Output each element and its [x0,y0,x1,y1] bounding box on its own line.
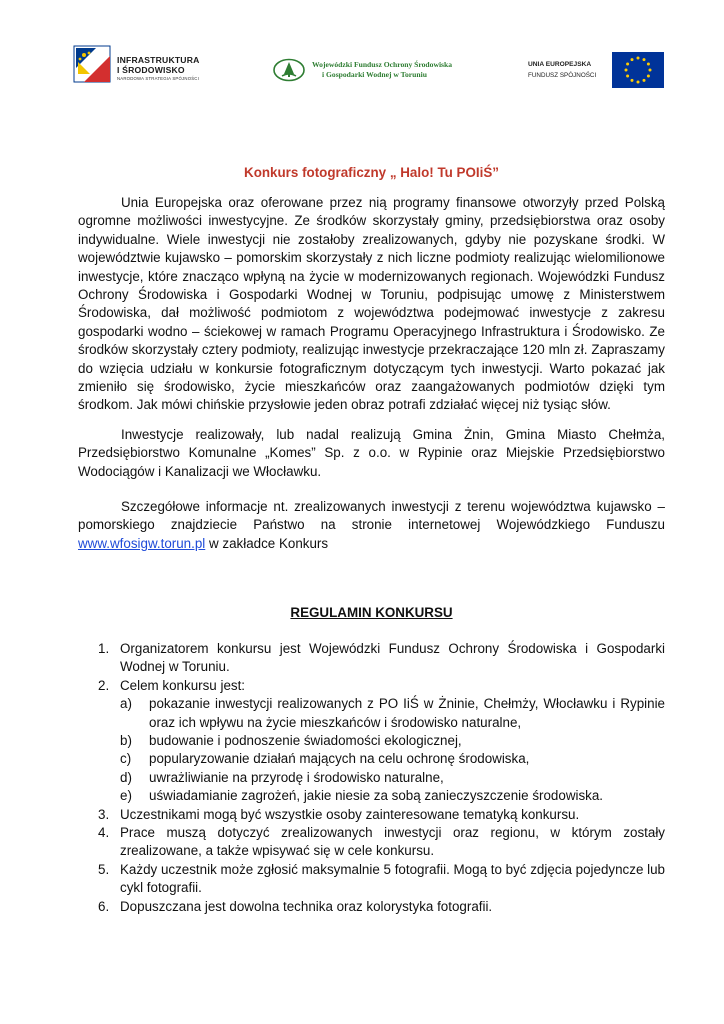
goal-letter: c) [120,751,132,767]
goal-letter: b) [120,733,132,749]
rule-number: 5. [98,861,110,877]
intro-paragraph [78,194,665,415]
rule-text: Każdy uczestnik może zgłosić maksymalnie 5 fotografii. Mogą to być zdjęcia pojedyncze lub cykl fotografii. [120,861,665,896]
logo-center-line2: i Gospodarki Wodnej w Toruniu [322,70,427,79]
logo-right-line1: UNIA EUROPEJSKA [528,61,592,68]
rule-text: Dopuszczana jest dowolna technika oraz kolorystyka fotografii. [120,898,493,914]
rule-number: 2. [98,677,110,693]
goal-item [78,732,665,750]
eu-cohesion-fund-logo [528,52,666,88]
goal-item [78,787,665,805]
logo-center-line1: Wojewódzki Fundusz Ochrony Środowiska [312,60,453,69]
logo-left-line3: NARODOWA STRATEGIA SPÓJNOŚCI [117,76,199,81]
goal-letter: d) [120,769,132,785]
goal-item [78,769,665,787]
rule-item [78,898,665,916]
rule-item [78,806,665,824]
info-paragraph-tail: w zakładce Konkurs [205,535,329,551]
goal-letter: e) [120,788,132,804]
goal-letter: a) [120,696,132,712]
rule-number: 4. [98,825,110,841]
info-paragraph [78,498,665,553]
goal-text: budowanie i podnoszenie świadomości ekologicznej, [149,733,462,749]
info-paragraph-text: Szczegółowe informacje nt. zrealizowanych inwestycji z terenu województwa kujawsko – pomorskiego znajdziecie Państwo na stronie internetowej Wojewódzkiego Funduszu [78,499,665,533]
goal-text: pokazanie inwestycji realizowanych z PO IiŚ w Żninie, Chełmży, Włocławku i Rypinie oraz ich wpływu na życie mieszkańców i środowisko naturalne, [149,696,665,730]
poiis-flag-icon [72,44,112,84]
fund-emblem-icon [272,58,306,82]
page-header [0,0,724,110]
rule-item [78,677,665,695]
fund-website-link[interactable]: www.wfosigw.torun.pl [78,535,206,551]
infrastruktura-srodowisko-logo [72,44,212,90]
regulations-title: REGULAMIN KONKURSU [290,605,453,620]
goal-text: uświadamianie zagrożeń, jakie niesie za sobą zanieczyszczenie środowiska. [149,788,604,804]
goal-text: uwrażliwianie na przyrodę i środowisko naturalne, [149,769,444,785]
rule-number: 3. [98,806,110,822]
regulations-list [78,640,665,916]
rule-text: Uczestnikami mogą być wszystkie osoby zainteresowane tematyką konkursu. [120,806,580,822]
rule-item [78,861,665,898]
rule-text: Prace muszą dotyczyć zrealizowanych inwestycji oraz regionu, w którym zostały zrealizowane, a także wpisywać się w cele konkursu. [120,825,665,859]
rule-item [78,640,665,677]
rule-text: Celem konkursu jest: [120,677,246,693]
goal-text: popularyzowanie działań mających na celu ochronę środowiska, [149,751,530,767]
document-title: Konkurs fotograficzny „ Halo! Tu POIiŚ” [244,165,499,180]
investors-paragraph [78,426,665,481]
goal-item [78,750,665,768]
wfosigw-logo [272,57,482,85]
rule-number: 1. [98,641,110,656]
rule-item [78,824,665,861]
rule-text: Organizatorem konkursu jest Wojewódzki Fundusz Ochrony Środowiska i Gospodarki Wodnej w Toruniu. [120,641,665,675]
logo-left-line1: INFRASTRUKTURA [117,55,200,65]
investors-paragraph-text: Inwestycje realizowały, lub nadal realizują Gmina Żnin, Gmina Miasto Chełmża, Przedsiębiorstwo Komunalne „Komes” Sp. z o.o. w Rypinie oraz Miejskie Przedsiębiorstwo Wodociągów i Kanalizacji we Włocławku. [78,427,665,479]
logo-left-line2: I ŚRODOWISKO [117,65,185,75]
eu-flag-icon [612,52,664,88]
goal-item [78,695,665,732]
logo-right-line2: FUNDUSZ SPÓJNOŚCI [528,72,597,79]
rule-number: 6. [98,898,110,914]
intro-paragraph-text: Unia Europejska oraz oferowane przez nią programy finansowe otworzyły przed Polską ogromne możliwości inwestycyjne. Ze środków skorzystały gminy, przedsiębiorstwa oraz osoby indywidualne. Wiele inwestycji nie zostałoby zrealizowanych, gdyby nie pozyskane środki. W województwie kujawsko – pomorskim skorzystały z nich liczne podmioty realizując wielomilionowe inwestycje, które znacząco wpłyną na życie w modernizowanych regionach. Wojewódzki Fundusz Ochrony Środowiska i Gospodarki Wodnej w Toruniu, podpisując umowę z Ministerstwem Środowiska, dał możliwość podmiotom z województwa podejmować inwestycje z zakresu gospodarki wodno – ściekowej w ramach Programu Operacyjnego Infrastruktura i Środowisko. Ze środków skorzystały cztery podmioty, realizując inwestycje przekraczające 120 mln zł. Zapraszamy do wzięcia udziału w konkursie fotograficznym dotyczącym tych inwestycji. Warto pokazać jak zmieniło się środowisko, życie mieszkańców oraz zaangażowanych podmiotów dzięki tym środkom. Jak mówi chińskie przysłowie jeden obraz potrafi zdziałać więcej niż tysiąc słów. [78,195,665,413]
